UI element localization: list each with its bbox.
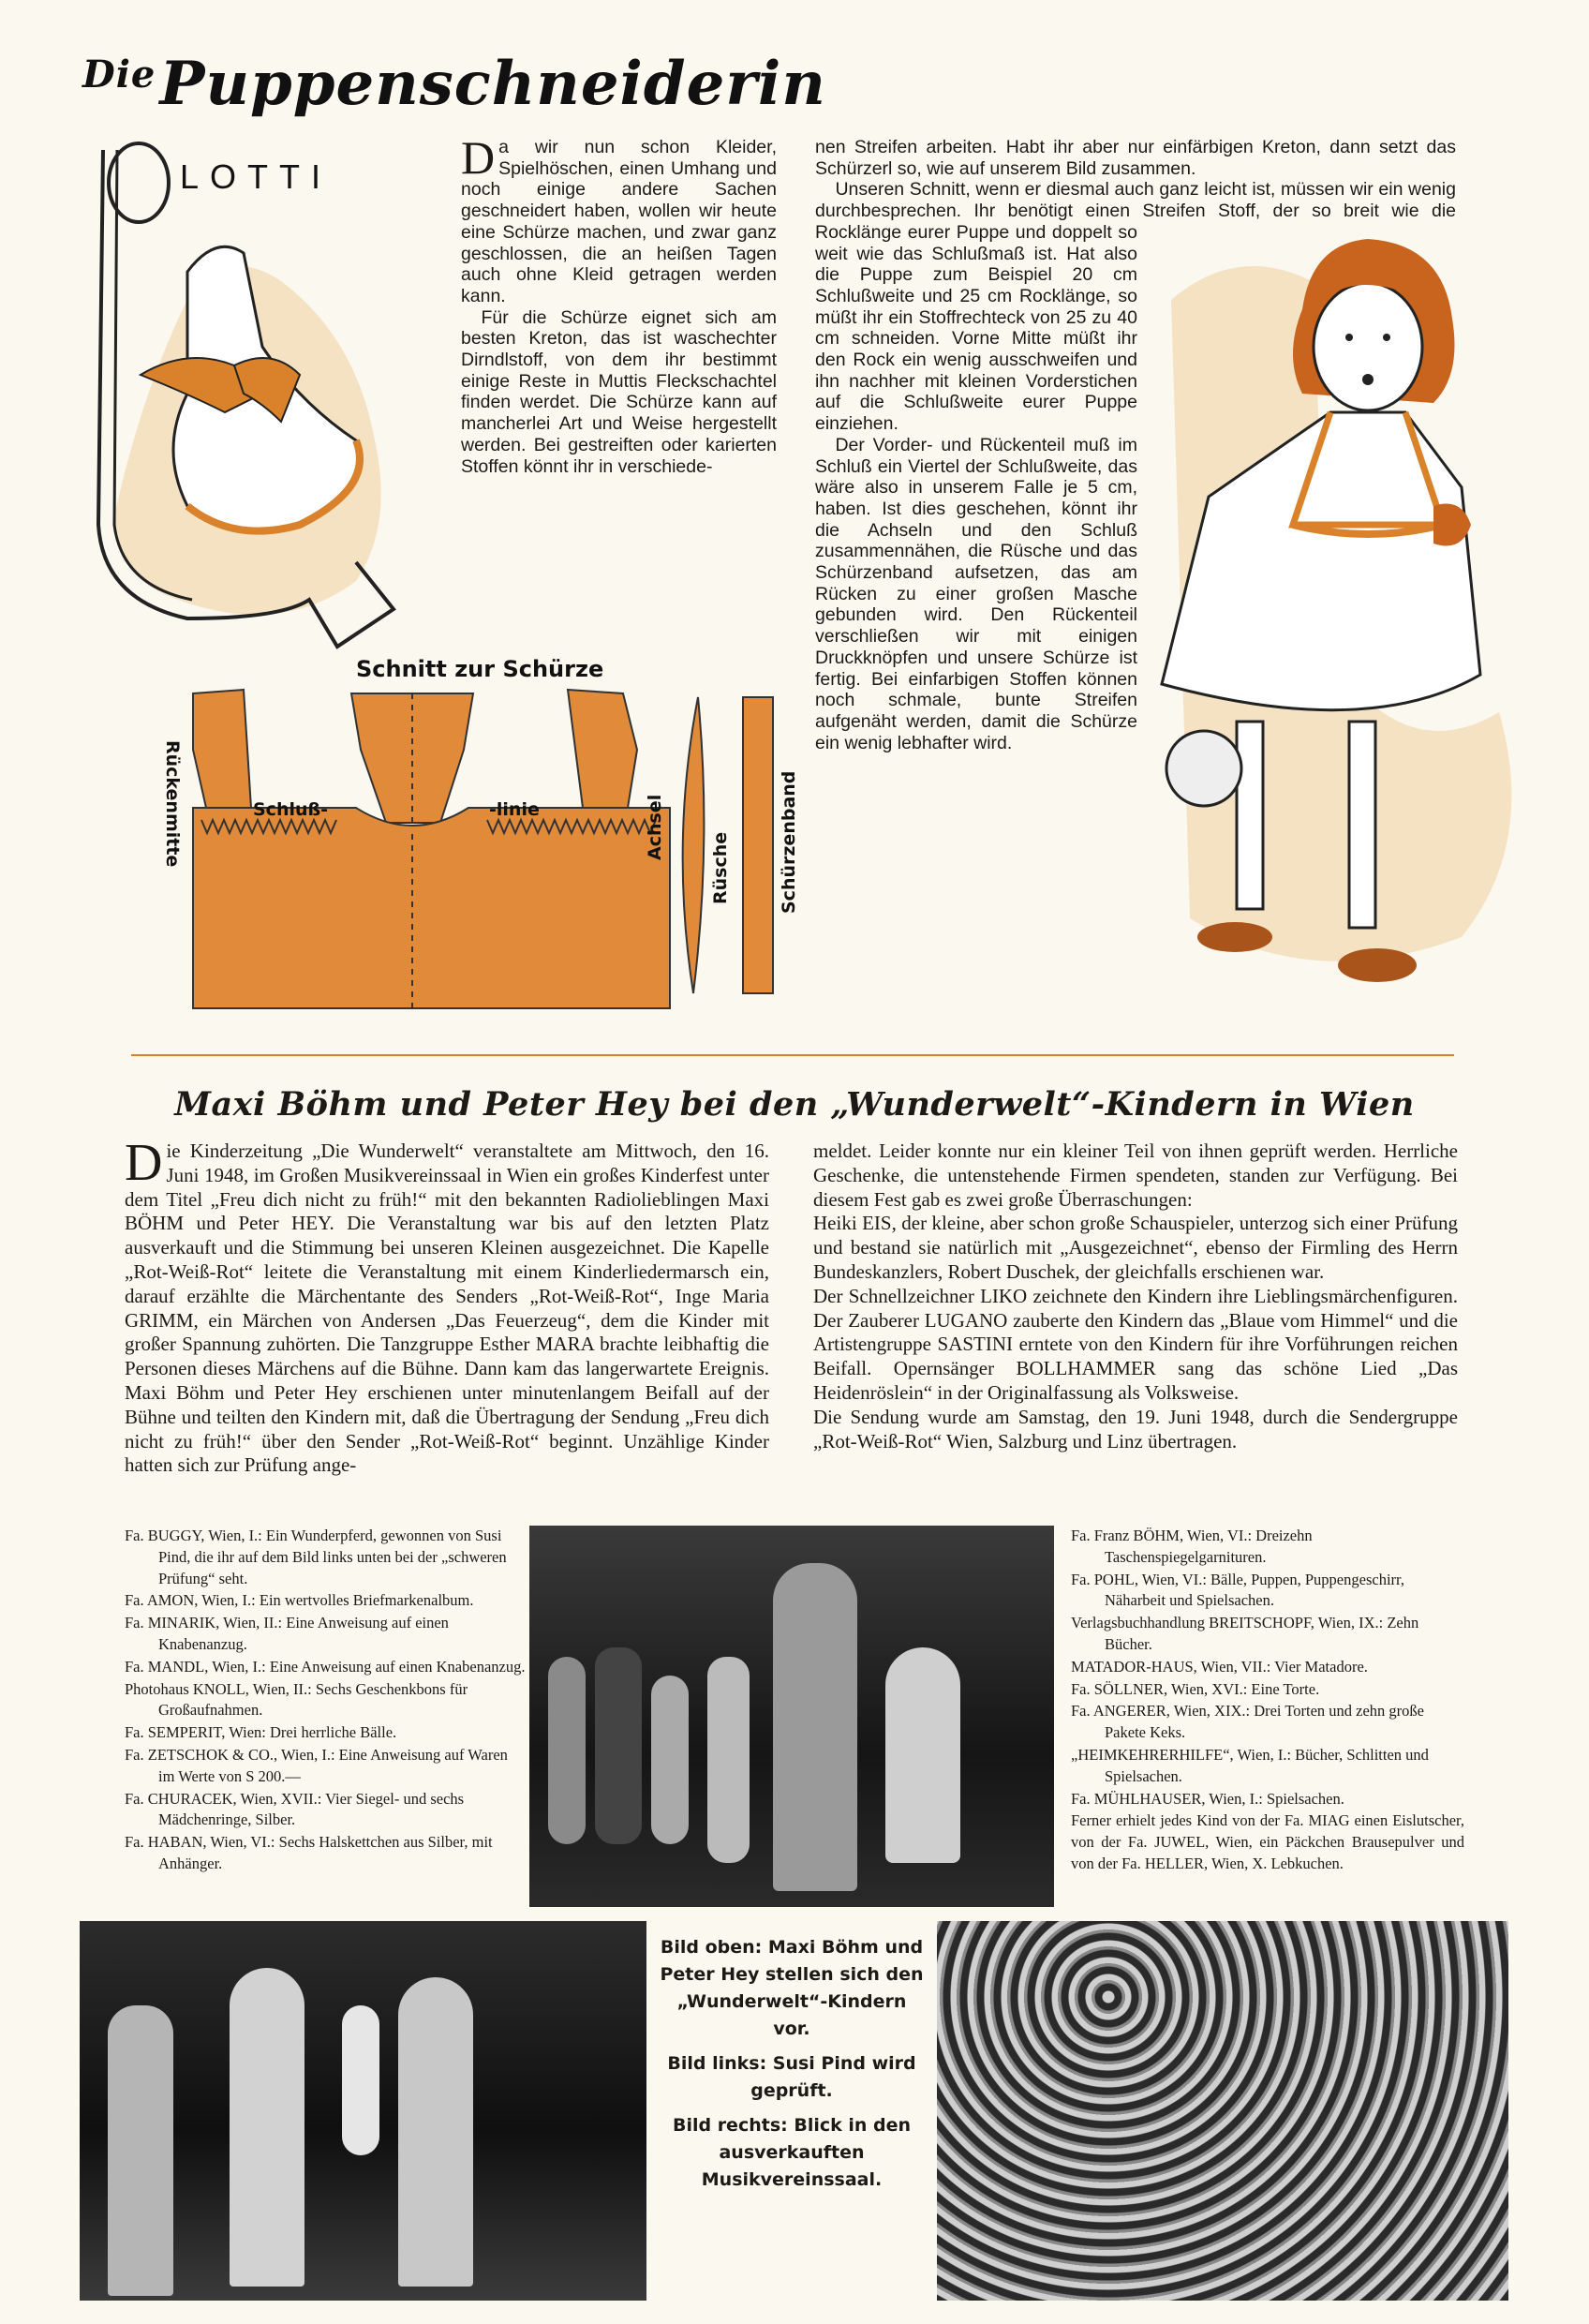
paragraph: Heiki EIS, der kleine, aber schon große Schauspieler, unterzog sich einer Prüfung und bestand sie natürlich mit „Ausgezeichnet“, ebenso der Firmling des Herrn Bundeskanzlers, Robert Duschek, der gleichfalls erschienen war. xyxy=(813,1212,1458,1283)
donor-item: Fa. HABAN, Wien, VI.: Sechs Halskettchen aus Silber, mit Anhänger. xyxy=(125,1833,493,1872)
label-ruffle: Rüsche xyxy=(710,831,731,904)
author-name: LOTTI xyxy=(180,157,333,196)
donor-item: Fa. ANGERER, Wien, XIX.: Drei Torten und zehn große Pakete Keks. xyxy=(1071,1702,1425,1742)
label-shoulder: Achsel xyxy=(645,794,665,860)
section-divider xyxy=(131,1054,1454,1056)
donor-item: Fa. AMON, Wien, I.: Ein wertvolles Briefmarkenalbum. xyxy=(125,1591,474,1610)
caption-right: Bild rechts: Blick in den ausverkauften Musikvereinssaal. xyxy=(672,2115,912,2190)
paragraph: Unseren Schnitt, wenn er diesmal auch ganz leicht ist, müssen wir ein wenig durchbesprechen. Ihr benötigt einen Streifen Stoff, der so breit wie die Rocklänge eurer Puppe und doppelt so weit wie das Schlußmaß ist. Hat also die Puppe zum Beispiel 20 cm Schlußweite und 25 cm Rocklänge, so müßt ihr ein Stoffrechteck von 25 zu 40 cm schneiden. Vorne Mitte müßt ihr den Rock ein wenig ausschweifen und ihn nachher mit kleinen Vorderstichen auf die Schlußweite eurer Puppe einziehen. xyxy=(815,179,1456,435)
paragraph: a wir nun schon Kleider, Spielhöschen, einen Umhang und noch einige andere Sachen geschneidert haben, wollen wir heute eine Schürze machen, und zwar ganz geschlossen, die an heißen Tagen auch ohne Kleid getragen werden kann. xyxy=(461,137,777,306)
paragraph: Der Vorder- und Rückenteil muß im Schluß ein Viertel der Schlußweite, das wäre also in unserem Falle je 5 cm, haben. Ist dies geschehen, könnt ihr die Achseln und den Schluß zusammennähen, die Rüsche und das Schürzenband aufsetzen, das am Rücken zu einer großen Masche gebunden wird. Den Rückenteil verschließen wir mit einigen Druckknöpfen und unsere Schürze ist fertig. Bei einfarbigen Stoffen können noch schmale, bunte Streifen aufgenäht werden, damit die Schürze ein wenig lebhafter wird. xyxy=(815,434,1137,753)
donor-list-right xyxy=(1071,1526,1464,1876)
donor-item: MATADOR-HAUS, Wien, VII.: Vier Matadore. xyxy=(1071,1657,1368,1676)
caption-top: Bild oben: Maxi Böhm und Peter Hey stellen sich den „Wunderwelt“-Kindern vor. xyxy=(660,1937,924,2039)
pattern-piece-ruffle xyxy=(683,697,705,993)
pattern-title: Schnitt zur Schürze xyxy=(356,656,604,682)
article-column-1 xyxy=(125,1134,769,1478)
article-column-2 xyxy=(813,1140,1458,1453)
title-main: Puppenschneiderin xyxy=(159,49,826,119)
donor-item: Fa. BUGGY, Wien, I.: Ein Wunderpferd, gewonnen von Susi Pind, die ihr auf dem Bild links unten bei der „schweren Prüfung“ seht. xyxy=(125,1527,507,1587)
page-title xyxy=(82,49,826,119)
donor-item: Verlagsbuchhandlung BREITSCHOPF, Wien, IX.: Zehn Bücher. xyxy=(1071,1614,1419,1653)
donor-item: Fa. MANDL, Wien, I.: Eine Anweisung auf einen Knabenanzug. xyxy=(125,1657,526,1676)
photo-stage-hosts xyxy=(529,1526,1054,1907)
photo-concert-hall-audience xyxy=(937,1921,1508,2301)
pattern-piece-skirt xyxy=(193,808,670,1008)
photo-susi-pind xyxy=(80,1921,646,2301)
pattern-piece-back-right xyxy=(568,690,637,808)
donor-item: Fa. MÜHLHAUSER, Wien, I.: Spielsachen. xyxy=(1071,1789,1344,1808)
donor-footer: Ferner erhielt jedes Kind von der Fa. MIAG einen Eislutscher, von der Fa. JUWEL, Wien, ein Päckchen Brausepulver und von der Fa. HELLER, Wien, X. Lebkuchen. xyxy=(1071,1811,1464,1872)
sewing-text-column-2 xyxy=(815,137,1456,1085)
paragraph: Der Schnellzeichner LIKO zeichnete den Kindern ihre Lieblingsmärchenfiguren. Der Zauberer LUGANO zauberte den Kindern das „Blaue vom Himmel“ und die Artistengruppe SASTINI erntete von den Kindern für ihre Vorführungen reichen Beifall. Opernsänger BOLLHAMMER sang das schöne Lied „Das Heidenröslein“ in der Originalfassung als Volksweise. xyxy=(813,1284,1458,1404)
donor-item: „HEIMKEHRERHILFE“, Wien, I.: Bücher, Schlitten und Spielsachen. xyxy=(1071,1745,1429,1785)
donor-item: Fa. POHL, Wien, VI.: Bälle, Puppen, Puppengeschirr, Näharbeit und Spielsachen. xyxy=(1071,1570,1404,1610)
donor-item: Fa. ZETSCHOK & CO., Wien, I.: Eine Anweisung auf Waren im Werte von S 200.— xyxy=(125,1745,508,1785)
paragraph: Für die Schürze eignet sich am besten Kreton, das ist waschechter Dirndlstoff, von dem ihr bestimmt einige Reste in Muttis Fleckschachtel finden werdet. Die Schürze kann auf mancherlei Art und Weise hergestellt werden. Bei gestreiften oder karierten Stoffen könnt ihr in verschiede- xyxy=(461,306,777,477)
paragraph: ie Kinderzeitung „Die Wunderwelt“ veranstaltete am Mittwoch, den 16. Juni 1948, im Großen Musikvereinssaal in Wien ein großes Kinderfest unter dem Titel „Freu dich nicht zu früh!“ mit den bekannten Radiolieblingen Maxi BÖHM und Peter HEY. Die Veranstaltung war bis auf den letzten Platz ausverkauft und die Stimmung bei unseren Kleinen ausgezeichnet. Die Kapelle „Rot-Weiß-Rot“ leitete die Veranstaltung mit einem Kinderliedermarsch ein, darauf erzählte die Märchentante des Senders „Rot-Weiß-Rot“, Inge Maria GRIMM, ein Märchen von Andersen „Das Feuerzeug“, dem die Kinder mit großer Spannung zuhörten. Die Tanzgruppe Esther MARA brachte leibhaftig die Personen dieses Märchens auf die Bühne. Dann kam das langerwartete Ereignis. Maxi Böhm und Peter Hey erschienen unter minutenlangem Beifall auf der Bühne und teilten den Kindern mit, daß die Übertragung der Sendung „Freu dich nicht zu früh!“ über den Sender „Rot-Weiß-Rot“ beginnt. Unzählige Kinder hatten sich zur Prüfung ange- xyxy=(125,1140,769,1477)
photo-captions xyxy=(656,1934,928,2201)
pattern-piece-front xyxy=(351,693,473,823)
donor-item: Fa. SÖLLNER, Wien, XVI.: Eine Torte. xyxy=(1071,1679,1320,1698)
donor-item: Fa. MINARIK, Wien, II.: Eine Anweisung auf einen Knabenanzug. xyxy=(125,1614,449,1653)
drop-cap: D xyxy=(125,1134,163,1192)
paragraph: meldet. Leider konnte nur ein kleiner Teil von ihnen geprüft werden. Herrliche Geschenke, die untenstehende Firmen spendeten, standen zur Verfügung. Bei diesem Fest gab es zwei große Überraschungen: xyxy=(813,1140,1458,1211)
paragraph: nen Streifen arbeiten. Habt ihr aber nur einfärbigen Kreton, dann setzt das Schürzerl so, wie auf unserem Bild zusammen. xyxy=(815,137,1456,179)
donor-item: Fa. CHURACEK, Wien, XVII.: Vier Siegel- und sechs Mädchenringe, Silber. xyxy=(125,1789,465,1829)
caption-left: Bild links: Susi Pind wird geprüft. xyxy=(667,2053,916,2101)
apron-illustration xyxy=(98,143,394,647)
label-center-back: Rückenmitte xyxy=(162,740,183,868)
donor-item: Photohaus KNOLL, Wien, II.: Sechs Geschenkbons für Großaufnahmen. xyxy=(125,1679,468,1720)
sewing-text-column-1 xyxy=(461,131,777,477)
label-apron-band: Schürzenband xyxy=(779,770,799,914)
drop-cap: D xyxy=(461,131,496,184)
donor-list-left xyxy=(125,1526,526,1876)
donor-item: Fa. SEMPERIT, Wien: Drei herrliche Bälle. xyxy=(125,1723,397,1742)
label-waist-left: Schluß- xyxy=(253,799,329,820)
sewing-pattern-diagram xyxy=(193,690,773,1008)
article-heading: Maxi Böhm und Peter Hey bei den „Wunderwelt“-Kindern in Wien xyxy=(174,1085,1415,1124)
pattern-piece-apron-band xyxy=(743,697,773,993)
paragraph: Die Sendung wurde am Samstag, den 19. Juni 1948, durch die Sendergruppe „Rot-Weiß-Rot“ Wien, Salzburg und Linz übertragen. xyxy=(813,1405,1458,1452)
title-prefix: Die xyxy=(82,52,156,97)
label-waist-right: -linie xyxy=(489,799,540,820)
donor-item: Fa. Franz BÖHM, Wien, VI.: Dreizehn Taschenspiegelgarnituren. xyxy=(1071,1527,1313,1566)
pattern-piece-back xyxy=(193,690,251,808)
